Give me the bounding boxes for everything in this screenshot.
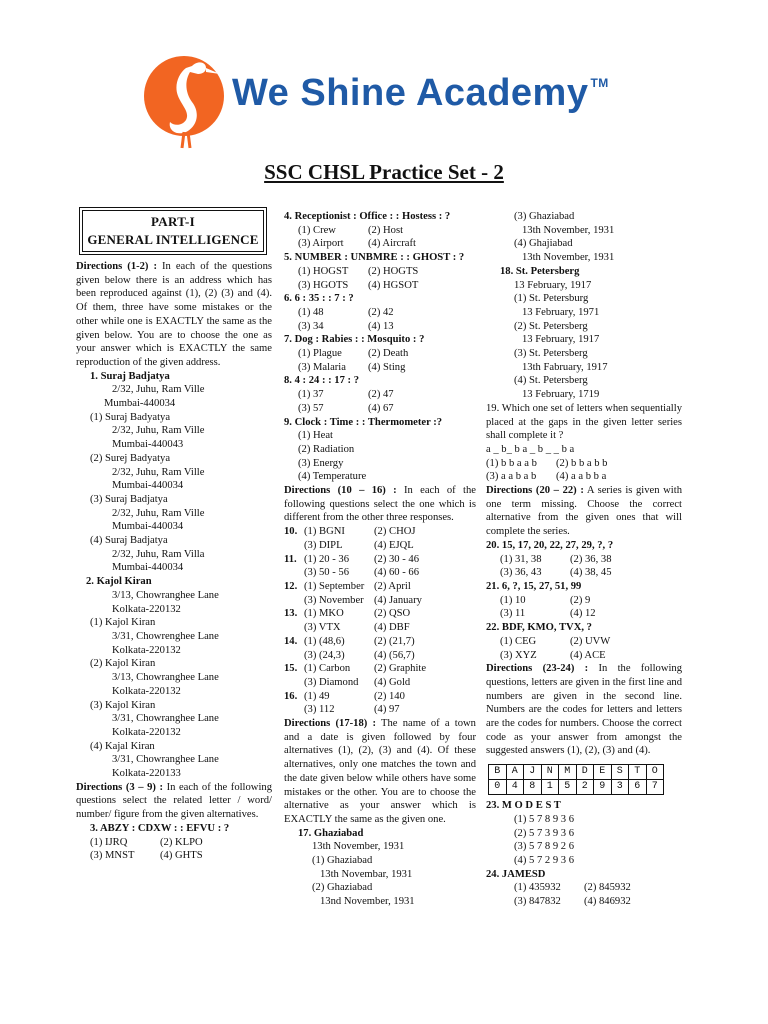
column-1 — [76, 208, 272, 863]
question-19: 19. Which one set of letters when sequentially placed at the gaps in the given letter series shall complete it ? a _ b_ b a _ b _ _ b a (1) b b a a b (2) b b a b b (3) a a b a b (4) a a b b a — [486, 402, 682, 483]
code-letter-cell: S — [611, 765, 629, 780]
code-number-cell: 9 — [594, 780, 612, 795]
question-20: 20. 15, 17, 20, 22, 27, 29, ?, ? (1) 31, 38 (2) 36, 38 (3) 36, 43 (4) 38, 45 — [486, 539, 614, 579]
question-18: 18. St. Petersberg 13 February, 1917 (1) St. Petersburg 13 February, 1971 (2) St. Petersberg 13 February, 1917 (3) St. Petersberg 13th Fabruary, 1917 (4) St. Petersberg 13 February, 1719 — [500, 265, 608, 401]
code-number-cell: 6 — [629, 780, 647, 795]
brand-name: We Shine Academy ™ — [232, 72, 609, 114]
question-16: 16. (1) 49 (2) 140 (3) 112 (4) 97 — [284, 690, 405, 716]
code-number-cell: 5 — [559, 780, 577, 795]
question-5: 5. NUMBER : UNBMRE : : GHOST : ? (1) HOGST (2) HOGTS (3) HGOTS (4) HGSOT — [284, 252, 465, 291]
code-number-cell: 3 — [611, 780, 629, 795]
code-letter-cell: M — [559, 765, 577, 780]
question-15: 15. (1) Carbon (2) Graphite (3) Diamond (4) Gold — [284, 663, 427, 688]
question-4: 4. Receptionist : Office : : Hostess : ? (1) Crew (2) Host (3) Airport (4) Aircraft — [284, 211, 451, 250]
code-letters-row — [489, 765, 664, 780]
question-17: 17. Ghaziabad 13th November, 1931 (1) Ghaziabad 13th Novembar, 1931 (2) Ghaziabad 13nd November, 1931 — [298, 827, 415, 908]
directions-1-2: Directions (1-2) : In each of the questions given below there is an address which has been reproduced against (1), (2) (3) and (4). Of them, three have some mistakes or the other while one is EXACTLY the same as the given below. You are to choose the one as your answer which is EXACTLY the same reproduction of the given address. — [76, 261, 272, 368]
question-23: 23. M O D E S T (1) 5 7 8 9 3 6 (2) 5 7 3 9 3 6 (3) 5 7 8 9 2 6 (4) 5 7 2 9 3 6 — [486, 800, 575, 866]
code-numbers-row — [489, 780, 664, 795]
column-3 — [486, 210, 682, 909]
code-number-cell: 2 — [576, 780, 594, 795]
question-12: 12. (1) September (2) April (3) November (4) January — [284, 580, 422, 606]
bird-logo-icon — [140, 44, 230, 154]
code-letter-cell: A — [506, 765, 524, 780]
question-10: 10. (1) BGNI (2) CHOJ (3) DIPL (4) EJQL — [284, 526, 416, 551]
directions-3-9: Directions (3 – 9) : In each of the following questions select the related letter / word/ number/ figure from the given alternatives. — [76, 781, 272, 821]
question-8: 8. 4 : 24 : : 17 : ? (1) 37 (2) 47 (3) 57 (4) 67 — [284, 375, 394, 414]
question-3: 3. ABZY : CDXW : : EFVU : ? (1) IJRQ (2) KLPO (3) MNST (4) GHTS — [90, 822, 230, 862]
code-number-cell: 8 — [524, 780, 542, 795]
question-21: 21. 6, ?, 15, 27, 51, 99 (1) 10 (2) 9 (3) 11 (4) 12 — [486, 580, 596, 620]
directions-20-22: Directions (20 – 22) : A series is given with one term missing. Choose the correct alternative from the given ones that will complete the series. — [486, 485, 682, 538]
question-24: 24. JAMESD (1) 435932 (2) 845932 (3) 847832 (4) 846932 — [486, 868, 631, 908]
question-7: 7. Dog : Rabies : : Mosquito : ? (1) Plague (2) Death (3) Malaria (4) Sting — [284, 334, 425, 373]
directions-17-18: Directions (17-18) : The name of a town and a date is given followed by four alternatives (1), (2), (3) and (4). Of these alternatives, only one matches the town and the date given below while others have some mistakes or the other. You are to choose the alternative as your answer which is EXACTLY the same as the given one. — [284, 718, 476, 825]
question-22: 22. BDF, KMO, TVX, ? (1) CEG (2) UVW (3) XYZ (4) ACE — [486, 622, 611, 661]
column-2 — [284, 210, 476, 909]
code-letter-cell: J — [524, 765, 542, 780]
code-number-cell: 7 — [646, 780, 664, 795]
question-1: 1. Suraj Badjatya 2/32, Juhu, Ram Ville Mumbai-440034 (1) Suraj Badyatya 2/32, Juhu, Ram Ville Mumbai-440043 (2) Surej Badyatya 2/32, Juhu, Ram Ville Mumbai-440034 (3) Suraj Badjatya 2/32, Juhu, Ram Ville Mumbai-440034 (4) Suraj Badjatya 2/32, Juhu, Ram Villa Mumbai-440034 — [90, 370, 205, 574]
part-heading-box: PART-I GENERAL INTELLIGENCE — [82, 210, 264, 252]
code-letter-cell: T — [629, 765, 647, 780]
question-17-cont: (3) Ghaziabad 13th November, 1931 (4) Ghajiabad 13th November, 1931 — [514, 211, 615, 264]
code-letter-cell: D — [576, 765, 594, 780]
question-6: 6. 6 : 35 : : 7 : ? (1) 48 (2) 42 (3) 34 (4) 13 — [284, 293, 394, 332]
code-number-cell: 1 — [541, 780, 559, 795]
directions-23-24: Directions (23-24) : In the following questions, letters are given in the first line and numbers are given in the second line. Numbers are the codes for letters and letters are the codes for numbers. Choose the correct code as your answer from amongst the suggested answers (1), (2), (3) and (4). — [486, 663, 683, 757]
code-letter-cell: N — [541, 765, 559, 780]
directions-10-16: Directions (10 – 16) : In each of the following questions select the one which is different from the other three responses. — [284, 485, 476, 524]
question-9: 9. Clock : Time : : Thermometer :? (1) Heat (2) Radiation (3) Energy (4) Temperature — [284, 416, 443, 483]
code-letter-cell: B — [489, 765, 507, 780]
question-11: 11. (1) 20 - 36 (2) 30 - 46 (3) 50 - 56 (4) 60 - 66 — [284, 553, 420, 579]
page-header — [0, 0, 768, 150]
page-title: SSC CHSL Practice Set - 2 — [264, 160, 504, 184]
code-number-cell: 0 — [489, 780, 507, 795]
code-letter-cell: O — [646, 765, 664, 780]
question-2: 2. Kajol Kiran 3/13, Chowranghee Lane Kolkata-220132 (1) Kajol Kiran 3/31, Chowrenghee Lane Kolkata-220132 (2) Kajol Kiran 3/13, Chowranghee Lane Kolkata-220132 (3) Kajol Kiran 3/31, Chowranghee Lane Kolkata-220132 (4) Kajal Kiran 3/31, Chowranghee Lane Kolkata-220133 — [86, 576, 219, 780]
question-13: 13. (1) MKO (2) QSO (3) VTX (4) DBF — [284, 608, 411, 634]
code-number-cell: 4 — [506, 780, 524, 795]
code-table — [488, 764, 664, 795]
code-letter-cell: E — [594, 765, 612, 780]
question-14: 14. (1) (48,6) (2) (21,7) (3) (24,3) (4) (56,7) — [284, 635, 415, 661]
